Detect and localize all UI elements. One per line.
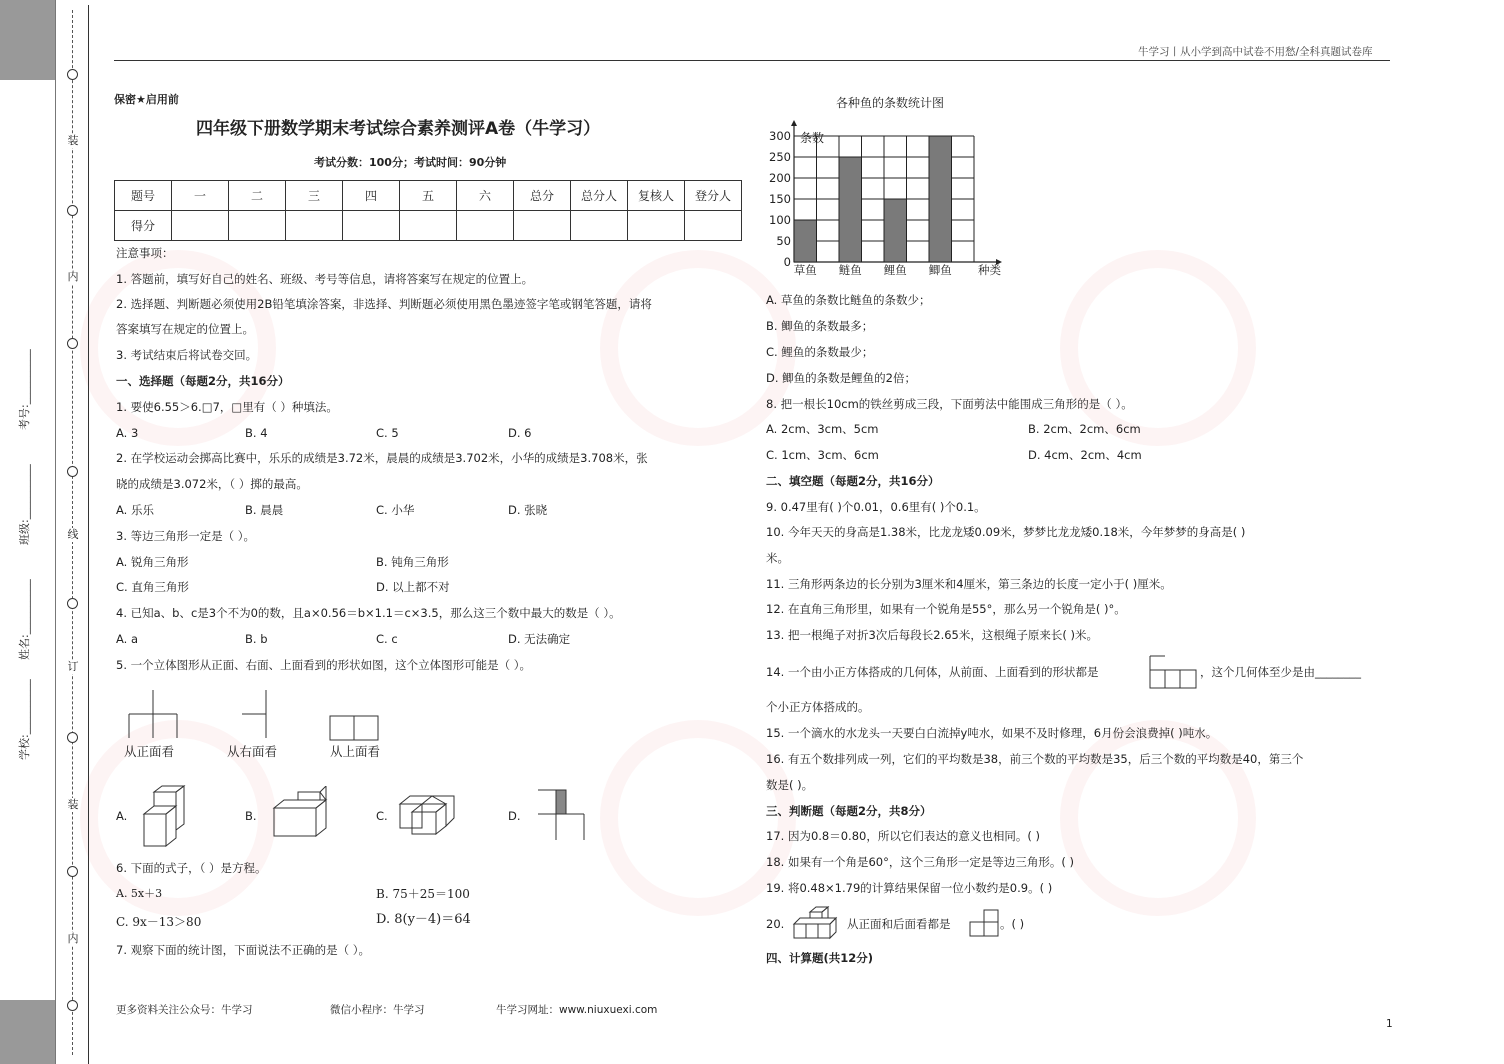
- q1-opt-d[interactable]: D. 6: [508, 426, 532, 440]
- y-tick-label: 250: [769, 150, 791, 164]
- y-tick-label: 50: [776, 234, 791, 248]
- q2-opt-b[interactable]: B. 晨晨: [245, 503, 284, 517]
- q2-opt-c[interactable]: C. 小华: [376, 503, 415, 517]
- q5-view-right: [238, 690, 274, 740]
- footer-miniprogram: 微信小程序：牛学习: [330, 1004, 425, 1016]
- binding-hole: [67, 866, 78, 877]
- q18: 18. 如果有一个角是60°，这个三角形一定是等边三角形。( ): [766, 855, 1074, 869]
- q14-line1b: ，这个几何体至少是由________: [1200, 665, 1361, 679]
- binding-hole: [67, 732, 78, 743]
- q6: 6. 下面的式子，（ ）是方程。: [116, 861, 267, 875]
- watermark-ring: [1060, 720, 1256, 916]
- q1-opt-a[interactable]: A. 3: [116, 426, 139, 440]
- q16-line2: 数是( )。: [766, 778, 814, 792]
- notes-title: 注意事项：: [116, 246, 174, 260]
- q20-num: 20.: [766, 917, 785, 931]
- x-tick-label: 鲤鱼: [883, 263, 907, 277]
- q3-opt-d[interactable]: D. 以上都不对: [376, 580, 450, 594]
- field-name[interactable]: 姓名:__________: [18, 579, 31, 660]
- y-tick-label: 300: [769, 129, 791, 143]
- note-2b: 答案填写在规定的位置上。: [116, 322, 254, 336]
- q13: 13. 把一根绳子对折3次后每段长2.65米，这根绳子原来长( )米。: [766, 628, 1098, 642]
- q20-answer: 。( ): [1000, 917, 1025, 931]
- q4-opt-c[interactable]: C. c: [376, 632, 398, 646]
- note-3: 3. 考试结束后将试卷交回。: [116, 348, 258, 362]
- q7: 7. 观察下面的统计图，下面说法不正确的是（ ）。: [116, 943, 371, 957]
- q6-opt-b[interactable]: B. 75＋25＝100: [376, 887, 470, 901]
- gutter-block-top: [0, 0, 55, 80]
- score-header-cell: 四: [343, 181, 400, 211]
- q10-line2: 米。: [766, 551, 789, 565]
- q8: 8. 把一根长10cm的铁丝剪成三段，下面剪法中能围成三角形的是（ ）。: [766, 397, 1133, 411]
- score-entry-cell[interactable]: [229, 211, 286, 241]
- field-school[interactable]: 学校:__________: [18, 679, 31, 760]
- binding-label-zhuang: 装: [67, 798, 79, 811]
- chart-title: 各种鱼的条数统计图: [836, 96, 945, 110]
- q8-opt-d[interactable]: D. 4cm、2cm、4cm: [1028, 448, 1142, 462]
- binding-hole: [67, 205, 78, 216]
- q20-text: 从正面和后面看都是: [847, 917, 951, 931]
- binding-hole: [67, 1000, 78, 1011]
- y-tick-label: 100: [769, 213, 791, 227]
- q14-shape: [1149, 654, 1199, 690]
- score-row-label: 得分: [115, 211, 172, 241]
- y-tick-label: 0: [783, 255, 791, 269]
- y-tick-label: 200: [769, 171, 791, 185]
- bar: [839, 157, 862, 262]
- y-tick-label: 150: [769, 192, 791, 206]
- q7-opt-b[interactable]: B. 鲫鱼的条数最多；: [766, 319, 874, 333]
- q4: 4. 已知a、b、c是3个不为0的数，且a×0.56＝b×1.1＝c×3.5，那么这三个数中最大的数是（ ）。: [116, 606, 621, 620]
- header-rule: [114, 60, 1390, 61]
- q5-view-top-label: 从上面看: [330, 744, 381, 759]
- footer-wechat: 更多资料关注公众号：牛学习: [116, 1004, 253, 1016]
- binding-hole: [67, 466, 78, 477]
- q1-opt-b[interactable]: B. 4: [245, 426, 268, 440]
- q7-opt-a[interactable]: A. 草鱼的条数比鲢鱼的条数少；: [766, 293, 931, 307]
- binding-label-nei: 内: [67, 270, 79, 283]
- score-header-cell: 总分: [514, 181, 571, 211]
- q5-opt-c-solid: [398, 794, 458, 838]
- q3: 3. 等边三角形一定是（ ）。: [116, 529, 256, 543]
- q5-opt-b-solid: [270, 786, 330, 840]
- y-axis-label: 条数: [800, 131, 825, 145]
- score-entry-cell[interactable]: [400, 211, 457, 241]
- score-header-label: 题号: [115, 181, 172, 211]
- q9: 9. 0.47里有( )个0.01，0.6里有( )个0.1。: [766, 500, 986, 514]
- q5-opt-d-solid: [534, 786, 590, 842]
- footer-website[interactable]: 牛学习网址：www.niuxuexi.com: [496, 1004, 658, 1016]
- score-header-cell: 总分人: [571, 181, 628, 211]
- q8-opt-c[interactable]: C. 1cm、3cm、6cm: [766, 448, 879, 462]
- q5-opt-d[interactable]: D.: [508, 809, 521, 823]
- q3-opt-a[interactable]: A. 锐角三角形: [116, 555, 189, 569]
- y-axis-arrow: [791, 120, 797, 126]
- page-title: 四年级下册数学期末考试综合素养测评A卷（牛学习）: [196, 119, 601, 139]
- score-header-cell: 五: [400, 181, 457, 211]
- field-number[interactable]: 考号:__________: [18, 349, 31, 430]
- exam-info: 考试分数：100分；考试时间：90分钟: [314, 156, 507, 169]
- q5: 5. 一个立体图形从正面、右面、上面看到的形状如图，这个立体图形可能是（ ）。: [116, 658, 532, 672]
- binding-label-xian: 线: [67, 528, 79, 541]
- q6-opt-a[interactable]: A. 5x＋3: [116, 887, 163, 900]
- section-1-title: 一、选择题（每题2分，共16分）: [116, 374, 290, 388]
- q14-line1: 14. 一个由小正方体搭成的几何体，从前面、上面看到的形状都是: [766, 665, 1099, 679]
- x-tick-label: 鲫鱼: [928, 263, 952, 277]
- q5-view-right-label: 从右面看: [227, 744, 278, 759]
- score-header-cell: 一: [172, 181, 229, 211]
- x-axis-label: 种类: [978, 263, 1001, 277]
- score-entry-cell[interactable]: [286, 211, 343, 241]
- bar: [884, 199, 907, 262]
- binding-hole: [67, 69, 78, 80]
- q3-opt-c[interactable]: C. 直角三角形: [116, 580, 189, 594]
- q5-opt-a-solid: [140, 784, 186, 850]
- binding-label-zhuang: 装: [67, 134, 79, 147]
- q10-line1: 10. 今年天天的身高是1.38米，比龙龙矮0.09米，梦梦比龙龙矮0.18米，今年梦梦的身高是( ): [766, 525, 1246, 539]
- q1: 1. 要使6.55＞6.□7，□里有（ ）种填法。: [116, 400, 338, 414]
- site-header: 牛学习丨从小学到高中试卷不用愁/全科真题试卷库: [1138, 46, 1373, 58]
- field-class[interactable]: 班级:__________: [18, 464, 31, 545]
- q12: 12. 在直角三角形里，如果有一个锐角是55°，那么另一个锐角是( )°。: [766, 602, 1126, 616]
- score-entry-cell[interactable]: [628, 211, 685, 241]
- q1-opt-c[interactable]: C. 5: [376, 426, 399, 440]
- q4-opt-a[interactable]: A. a: [116, 632, 139, 646]
- score-entry-cell[interactable]: [571, 211, 628, 241]
- q16-line1: 16. 有五个数排列成一列，它们的平均数是38，前三个数的平均数是35，后三个数的平均数是40，第三个: [766, 752, 1304, 766]
- q5-opt-b[interactable]: B.: [245, 809, 257, 823]
- q5-view-front-label: 从正面看: [124, 744, 175, 759]
- q5-opt-a[interactable]: A.: [116, 809, 128, 823]
- q19: 19. 将0.48×1.79的计算结果保留一位小数约是0.9。( ): [766, 881, 1053, 895]
- score-entry-cell[interactable]: [343, 211, 400, 241]
- q7-opt-d[interactable]: D. 鲫鱼的条数是鲤鱼的2倍；: [766, 371, 916, 385]
- section-3-title: 三、判断题（每题2分，共8分）: [766, 804, 932, 818]
- score-entry-cell[interactable]: [685, 211, 742, 241]
- q3-opt-b[interactable]: B. 钝角三角形: [376, 555, 449, 569]
- note-2a: 2. 选择题、判断题必须使用2B铅笔填涂答案，非选择、判断题必须使用黑色墨迹签字笔或钢笔答题，请将: [116, 297, 652, 311]
- q20-solid: [792, 906, 848, 942]
- q6-opt-c[interactable]: C. 9x－13＞80: [116, 915, 202, 929]
- binding-label-ding: 订: [67, 660, 79, 673]
- q6-opt-d[interactable]: D. 8(y－4)＝64: [376, 912, 471, 927]
- fish-bar-chart: [764, 110, 1034, 280]
- score-table: [114, 180, 742, 241]
- secret-label: 保密★启用前: [114, 93, 179, 106]
- q5-opt-c[interactable]: C.: [376, 809, 388, 823]
- gutter-divider: [55, 0, 56, 1064]
- q17: 17. 因为0.8＝0.80，所以它们表达的意义也相同。( ): [766, 829, 1040, 843]
- bar: [929, 136, 952, 262]
- gutter-block-bottom: [0, 1000, 55, 1064]
- q2-opt-d[interactable]: D. 张晓: [508, 503, 548, 517]
- q2-line2: 晓的成绩是3.072米，（ ）掷的最高。: [116, 477, 308, 491]
- q8-opt-a[interactable]: A. 2cm、3cm、5cm: [766, 422, 879, 436]
- q5-view-top: [328, 714, 382, 742]
- q4-opt-d[interactable]: D. 无法确定: [508, 632, 571, 646]
- page-number: 1: [1386, 1018, 1393, 1030]
- q11: 11. 三角形两条边的长分别为3厘米和4厘米，第三条边的长度一定小于( )厘米。: [766, 577, 1172, 591]
- section-4-title: 四、计算题(共12分): [766, 951, 874, 965]
- q5-view-front: [125, 690, 181, 740]
- score-entry-cell[interactable]: [514, 211, 571, 241]
- score-header-cell: 二: [229, 181, 286, 211]
- q8-opt-b[interactable]: B. 2cm、2cm、6cm: [1028, 422, 1141, 436]
- q2-line1: 2. 在学校运动会掷高比赛中，乐乐的成绩是3.72米，晨晨的成绩是3.702米，小华的成绩是3.708米，张: [116, 451, 648, 465]
- bar: [794, 220, 817, 262]
- binding-hole: [67, 598, 78, 609]
- q14-line2: 个小正方体搭成的。: [766, 700, 870, 714]
- q15: 15. 一个滴水的水龙头一天要白白流掉y吨水，如果不及时修理，6月份会浪费掉( )吨水。: [766, 726, 1218, 740]
- watermark-ring: [1060, 250, 1256, 446]
- q4-opt-b[interactable]: B. b: [245, 632, 268, 646]
- binding-label-nei: 内: [67, 932, 79, 945]
- binding-hole: [67, 338, 78, 349]
- section-2-title: 二、填空题（每题2分，共16分）: [766, 474, 940, 488]
- gutter-border: [88, 5, 89, 1064]
- score-entry-cell[interactable]: [457, 211, 514, 241]
- q7-opt-c[interactable]: C. 鲤鱼的条数最少；: [766, 345, 874, 359]
- note-1: 1. 答题前，填写好自己的姓名、班级、考号等信息，请将答案写在规定的位置上。: [116, 272, 534, 286]
- x-tick-label: 草鱼: [793, 263, 817, 277]
- score-header-cell: 复核人: [628, 181, 685, 211]
- score-entry-cell[interactable]: [172, 211, 229, 241]
- score-header-cell: 六: [457, 181, 514, 211]
- score-header-cell: 三: [286, 181, 343, 211]
- x-tick-label: 鲢鱼: [838, 263, 862, 277]
- score-header-cell: 登分人: [685, 181, 742, 211]
- q2-opt-a[interactable]: A. 乐乐: [116, 503, 154, 517]
- q20-view: [968, 908, 1000, 940]
